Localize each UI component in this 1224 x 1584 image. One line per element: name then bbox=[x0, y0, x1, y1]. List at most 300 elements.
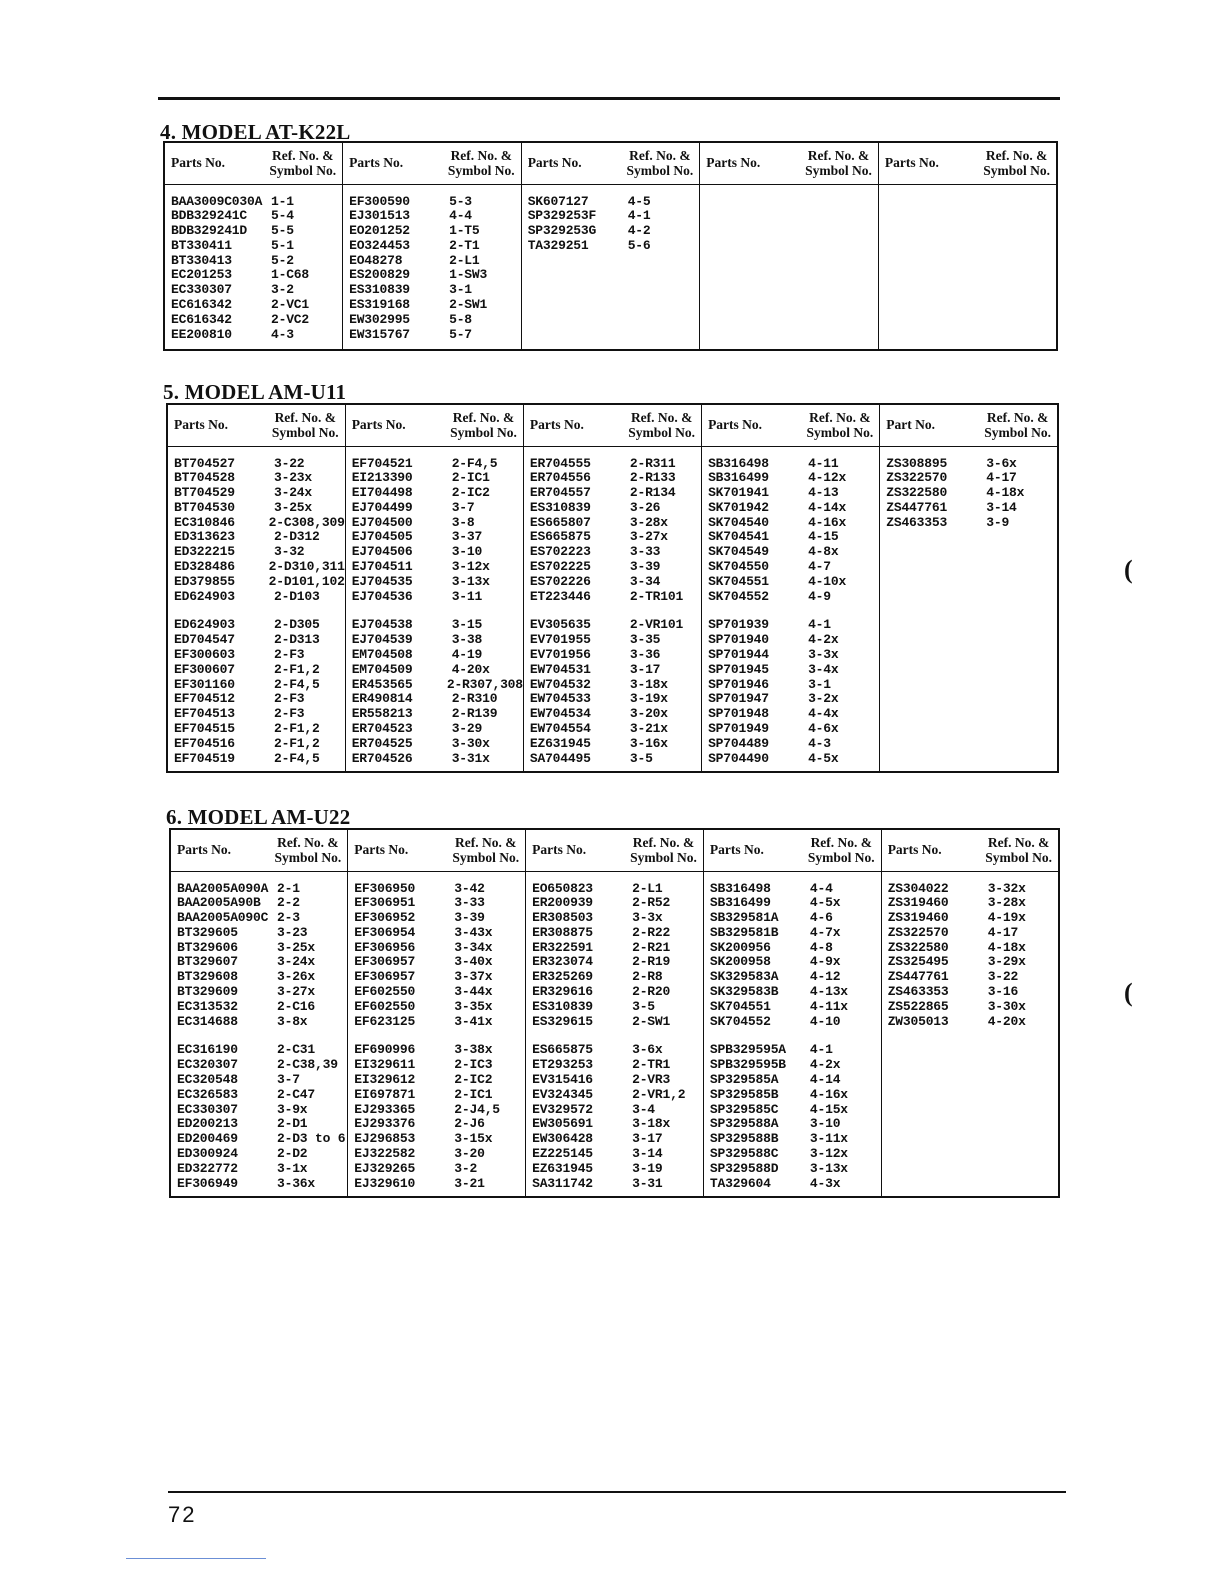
part-number: ED322215 bbox=[174, 544, 235, 560]
ref-symbol-number: 3-12x bbox=[809, 1146, 848, 1162]
header-parts-no: Parts No. bbox=[709, 842, 764, 858]
part-number: EO650823 bbox=[532, 880, 593, 896]
ref-symbol-number: 2-TR101 bbox=[629, 588, 684, 604]
part-number: BT329609 bbox=[177, 984, 238, 1000]
ref-symbol-number: 2-VR3 bbox=[632, 1072, 671, 1088]
part-number: EJ704505 bbox=[351, 529, 413, 545]
ref-symbol-number: 3-8x bbox=[277, 1013, 308, 1029]
parts-group bbox=[174, 457, 345, 605]
part-number: EF306952 bbox=[354, 910, 416, 926]
ref-symbol-number: 2-R134 bbox=[629, 485, 676, 501]
part-number: ER490814 bbox=[351, 691, 413, 707]
part-number: EC326583 bbox=[177, 1086, 238, 1102]
ref-symbol-number: 3-2 bbox=[271, 282, 294, 298]
ref-symbol-number: 2-D312 bbox=[274, 529, 320, 545]
parts-row bbox=[710, 1177, 881, 1192]
ref-symbol-number: 2-SW1 bbox=[449, 297, 488, 313]
part-number: SPB329595B bbox=[709, 1057, 786, 1073]
parts-row bbox=[352, 648, 523, 663]
ref-symbol-number: 3-41x bbox=[454, 1013, 493, 1029]
parts-row bbox=[352, 545, 523, 560]
ref-symbol-number: 2-R307,308 bbox=[446, 676, 523, 692]
part-number: EZ631945 bbox=[529, 735, 591, 751]
parts-row bbox=[530, 678, 701, 693]
part-number: ER558213 bbox=[351, 706, 413, 722]
part-number: EF306949 bbox=[177, 1175, 238, 1191]
parts-row bbox=[352, 692, 523, 707]
part-number: SB316498 bbox=[709, 880, 771, 896]
part-number: BAA2005A090A bbox=[177, 880, 269, 896]
parts-group bbox=[708, 618, 879, 766]
parts-row bbox=[708, 530, 879, 545]
ref-symbol-number: 3-11x bbox=[809, 1131, 848, 1147]
part-number: ZS447761 bbox=[887, 969, 949, 985]
ref-symbol-number: 2-C16 bbox=[277, 998, 316, 1014]
header-parts-no: Parts No. bbox=[351, 417, 406, 433]
part-number: EF704521 bbox=[351, 455, 413, 471]
part-number: EC330307 bbox=[177, 1101, 238, 1117]
parts-row bbox=[171, 283, 342, 298]
part-number: EW704534 bbox=[529, 706, 591, 722]
parts-group bbox=[171, 195, 342, 343]
part-number: SK704552 bbox=[708, 588, 769, 604]
ref-symbol-number: 2-R19 bbox=[632, 954, 671, 970]
parts-column bbox=[521, 184, 700, 350]
header-ref-symbol-no: Ref. No. & Symbol No. bbox=[626, 148, 694, 179]
parts-row bbox=[352, 633, 523, 648]
parts-group bbox=[352, 618, 523, 766]
ref-symbol-number: 3-30x bbox=[451, 735, 490, 751]
ref-symbol-number: 2-IC1 bbox=[454, 1086, 493, 1102]
parts-row bbox=[708, 678, 879, 693]
column-header bbox=[526, 829, 704, 871]
parts-row bbox=[532, 1043, 703, 1058]
part-number: BAA3009C030A bbox=[171, 193, 263, 209]
column-header bbox=[348, 829, 526, 871]
parts-row bbox=[710, 1103, 881, 1118]
part-number: EF300607 bbox=[174, 661, 235, 677]
parts-row bbox=[349, 268, 521, 283]
ref-symbol-number: 4-4 bbox=[809, 880, 833, 896]
part-number: EC616342 bbox=[171, 297, 232, 313]
part-number: ZS463353 bbox=[886, 514, 948, 530]
parts-row bbox=[174, 575, 345, 590]
ref-symbol-number: 3-24x bbox=[274, 485, 313, 501]
parts-row bbox=[177, 1117, 347, 1132]
parts-row bbox=[349, 209, 521, 224]
parts-row bbox=[532, 970, 703, 985]
part-number: EV315416 bbox=[532, 1072, 593, 1088]
ref-symbol-number: 4-18x bbox=[986, 485, 1025, 501]
part-number: ER308875 bbox=[532, 924, 593, 940]
part-number: EW704554 bbox=[529, 721, 591, 737]
ref-symbol-number: 3-27x bbox=[629, 529, 668, 545]
parts-row bbox=[352, 737, 523, 752]
header-ref-symbol-no: Ref. No. & Symbol No. bbox=[630, 835, 697, 866]
part-number: EJ293365 bbox=[354, 1101, 416, 1117]
parts-row bbox=[530, 560, 701, 575]
header-ref-symbol-no: Ref. No. & Symbol No. bbox=[805, 148, 872, 179]
parts-group bbox=[349, 195, 521, 343]
ref-symbol-number: 3-31x bbox=[451, 750, 490, 766]
part-number: ZS322580 bbox=[887, 939, 949, 955]
part-number: EZ225145 bbox=[532, 1146, 593, 1162]
part-number: ZS322580 bbox=[886, 485, 948, 501]
ref-symbol-number: 5-6 bbox=[627, 237, 651, 253]
part-number: EI704498 bbox=[351, 485, 413, 501]
part-number: EC310846 bbox=[174, 514, 235, 530]
parts-row bbox=[352, 501, 523, 516]
parts-row bbox=[710, 985, 881, 1000]
header-parts-no: Parts No. bbox=[708, 417, 763, 433]
ref-symbol-number: 1-SW3 bbox=[449, 267, 488, 283]
parts-column bbox=[702, 446, 880, 772]
part-number: EI697871 bbox=[354, 1086, 416, 1102]
parts-row bbox=[177, 1103, 347, 1118]
ref-symbol-number: 2-TR1 bbox=[632, 1057, 671, 1073]
header-parts-no: Parts No. bbox=[171, 155, 225, 171]
parts-row bbox=[710, 1073, 881, 1088]
parts-row bbox=[528, 239, 700, 254]
ref-symbol-number: 4-19 bbox=[451, 647, 483, 663]
part-number: ER704525 bbox=[351, 735, 413, 751]
parts-row bbox=[708, 752, 879, 767]
ref-symbol-number: 3-22 bbox=[987, 969, 1019, 985]
parts-row bbox=[528, 209, 700, 224]
ref-symbol-number: 4-20x bbox=[987, 1013, 1026, 1029]
ref-symbol-number: 3-26x bbox=[277, 969, 316, 985]
parts-row bbox=[354, 1043, 525, 1058]
part-number: ZS319460 bbox=[887, 895, 949, 911]
parts-row bbox=[532, 1177, 703, 1192]
part-number: ZS308895 bbox=[886, 455, 948, 471]
ref-symbol-number: 3-23 bbox=[277, 924, 308, 940]
part-number: SP701949 bbox=[708, 721, 769, 737]
ref-symbol-number: 4-12x bbox=[808, 470, 847, 486]
parts-row bbox=[174, 457, 345, 472]
parts-row bbox=[886, 471, 1057, 486]
part-number: SK704549 bbox=[708, 544, 769, 560]
parts-row bbox=[349, 283, 521, 298]
parts-row bbox=[349, 328, 521, 343]
part-number: EC320307 bbox=[177, 1057, 238, 1073]
parts-row bbox=[177, 1132, 347, 1147]
ref-symbol-number: 4-19x bbox=[987, 910, 1026, 926]
parts-row bbox=[708, 560, 879, 575]
parts-row bbox=[708, 501, 879, 516]
part-number: ZS447761 bbox=[886, 499, 948, 515]
ref-symbol-number: 4-10x bbox=[808, 573, 847, 589]
parts-row bbox=[532, 1103, 703, 1118]
part-number: EJ704500 bbox=[351, 514, 413, 530]
header-parts-no: Parts No. bbox=[887, 842, 942, 858]
ref-symbol-number: 1-C68 bbox=[271, 267, 310, 283]
part-number: SB329581A bbox=[709, 910, 779, 926]
ref-symbol-number: 3-31 bbox=[632, 1175, 663, 1191]
section-title-am-u11: 5. MODEL AM-U11 bbox=[163, 380, 347, 404]
part-number: EI213390 bbox=[351, 470, 413, 486]
parts-row bbox=[174, 633, 345, 648]
parts-row bbox=[354, 1103, 525, 1118]
parts-row bbox=[532, 1058, 703, 1073]
part-number: SB316498 bbox=[708, 455, 769, 471]
page-number: 72 bbox=[168, 1502, 197, 1527]
scan-mark-2: ( bbox=[1124, 978, 1133, 1007]
parts-table-am-u22 bbox=[169, 828, 1060, 1198]
ref-symbol-number: 3-27x bbox=[277, 984, 316, 1000]
part-number: EW305691 bbox=[532, 1116, 593, 1132]
parts-group bbox=[532, 882, 703, 1030]
part-number: ES702223 bbox=[529, 544, 591, 560]
column-header bbox=[167, 404, 345, 446]
ref-symbol-number: 3-1 bbox=[449, 282, 472, 298]
parts-row bbox=[171, 328, 342, 343]
column-header bbox=[170, 829, 348, 871]
parts-row bbox=[352, 752, 523, 767]
ref-symbol-number: 4-10 bbox=[809, 1013, 841, 1029]
parts-row bbox=[532, 896, 703, 911]
part-number: ED200469 bbox=[177, 1131, 238, 1147]
ref-symbol-number: 2-R22 bbox=[632, 924, 671, 940]
parts-row bbox=[171, 313, 342, 328]
part-number: ED300924 bbox=[177, 1146, 238, 1162]
part-number: ER329616 bbox=[532, 984, 593, 1000]
ref-symbol-number: 4-5x bbox=[809, 895, 841, 911]
parts-row bbox=[177, 1162, 347, 1177]
ref-symbol-number: 3-19 bbox=[632, 1160, 663, 1176]
part-number: SK704550 bbox=[708, 559, 769, 575]
parts-row bbox=[708, 663, 879, 678]
parts-row bbox=[171, 268, 342, 283]
parts-row bbox=[174, 516, 345, 531]
part-number: ER308503 bbox=[532, 910, 593, 926]
ref-symbol-number: 4-3 bbox=[808, 735, 831, 751]
part-number: SP701944 bbox=[708, 647, 769, 663]
ref-symbol-number: 4-7 bbox=[808, 559, 831, 575]
part-number: ZS325495 bbox=[887, 954, 949, 970]
ref-symbol-number: 2-F3 bbox=[274, 647, 305, 663]
part-number: EF704513 bbox=[174, 706, 235, 722]
parts-row bbox=[352, 678, 523, 693]
part-number: ER704556 bbox=[529, 470, 591, 486]
ref-symbol-number: 3-8 bbox=[451, 514, 475, 530]
part-number: EW315767 bbox=[349, 326, 410, 342]
part-number: ER322591 bbox=[532, 939, 593, 955]
part-number: BT704528 bbox=[174, 470, 235, 486]
header-ref-symbol-no: Ref. No. & Symbol No. bbox=[450, 410, 517, 441]
parts-column bbox=[881, 871, 1059, 1197]
ref-symbol-number: 3-14 bbox=[632, 1146, 663, 1162]
parts-row bbox=[708, 516, 879, 531]
parts-row bbox=[530, 618, 701, 633]
part-number: SA704495 bbox=[529, 750, 591, 766]
parts-group bbox=[886, 457, 1057, 531]
parts-row bbox=[532, 911, 703, 926]
parts-row bbox=[174, 486, 345, 501]
parts-row bbox=[352, 516, 523, 531]
ref-symbol-number: 2-C31 bbox=[277, 1042, 316, 1058]
parts-row bbox=[708, 737, 879, 752]
ref-symbol-number: 3-25x bbox=[274, 499, 313, 515]
ref-symbol-number: 4-9x bbox=[809, 954, 841, 970]
parts-column bbox=[345, 446, 523, 772]
part-number: EF704512 bbox=[174, 691, 235, 707]
ref-symbol-number: 4-4x bbox=[808, 706, 839, 722]
parts-row bbox=[354, 970, 525, 985]
ref-symbol-number: 3-1x bbox=[277, 1160, 308, 1176]
column-header bbox=[881, 829, 1059, 871]
parts-row bbox=[174, 590, 345, 605]
parts-row bbox=[171, 209, 342, 224]
parts-row bbox=[530, 457, 701, 472]
part-number: ZS463353 bbox=[887, 984, 949, 1000]
part-number: ED624903 bbox=[174, 588, 235, 604]
part-number: BT704527 bbox=[174, 455, 235, 471]
header-ref-symbol-no: Ref. No. & Symbol No. bbox=[452, 835, 520, 866]
ref-symbol-number: 3-13x bbox=[451, 573, 490, 589]
ref-symbol-number: 2-D305 bbox=[274, 617, 320, 633]
parts-row bbox=[532, 985, 703, 1000]
ref-symbol-number: 3-36x bbox=[277, 1175, 316, 1191]
part-number: SP329588A bbox=[709, 1116, 779, 1132]
ref-symbol-number: 3-33 bbox=[629, 544, 661, 560]
parts-row bbox=[888, 896, 1058, 911]
ref-symbol-number: 3-2 bbox=[454, 1160, 478, 1176]
parts-row bbox=[349, 254, 521, 269]
parts-row bbox=[708, 457, 879, 472]
ref-symbol-number: 4-8x bbox=[808, 544, 839, 560]
ref-symbol-number: 2-VR101 bbox=[629, 617, 684, 633]
ref-symbol-number: 2-R311 bbox=[629, 455, 676, 471]
part-number: ER704526 bbox=[351, 750, 413, 766]
header-parts-no: Parts No. bbox=[349, 155, 404, 171]
parts-row bbox=[354, 955, 525, 970]
part-number: SP701945 bbox=[708, 661, 769, 677]
parts-row bbox=[352, 722, 523, 737]
ref-symbol-number: 4-1 bbox=[809, 1042, 833, 1058]
ref-symbol-number: 4-8 bbox=[809, 939, 833, 955]
parts-row bbox=[354, 1117, 525, 1132]
column-header bbox=[702, 404, 880, 446]
part-number: EV324345 bbox=[532, 1086, 593, 1102]
ref-symbol-number: 2-1 bbox=[277, 880, 300, 896]
column-header bbox=[343, 142, 522, 184]
ref-symbol-number: 4-15x bbox=[809, 1101, 848, 1117]
ref-symbol-number: 2-L1 bbox=[449, 252, 480, 268]
ref-symbol-number: 3-16x bbox=[629, 735, 668, 751]
parts-row bbox=[710, 955, 881, 970]
ref-symbol-number: 3-5 bbox=[629, 750, 653, 766]
parts-row bbox=[352, 575, 523, 590]
parts-row bbox=[530, 501, 701, 516]
parts-row bbox=[886, 501, 1057, 516]
part-number: EJ329610 bbox=[354, 1175, 416, 1191]
part-number: EV329572 bbox=[532, 1101, 593, 1117]
part-number: ZW305013 bbox=[887, 1013, 949, 1029]
ref-symbol-number: 3-39 bbox=[454, 910, 485, 926]
parts-row bbox=[710, 882, 881, 897]
ref-symbol-number: 2-R21 bbox=[632, 939, 671, 955]
part-number: EO48278 bbox=[349, 252, 403, 268]
ref-symbol-number: 2-D103 bbox=[274, 588, 320, 604]
parts-row bbox=[530, 648, 701, 663]
ref-symbol-number: 3-33 bbox=[454, 895, 485, 911]
ref-symbol-number: 2-J4,5 bbox=[454, 1101, 500, 1117]
parts-row bbox=[174, 737, 345, 752]
part-number: EM704509 bbox=[351, 661, 413, 677]
ref-symbol-number: 4-3 bbox=[271, 326, 294, 342]
parts-row bbox=[171, 254, 342, 269]
ref-symbol-number: 2-F4,5 bbox=[274, 676, 320, 692]
part-number: SP329585A bbox=[709, 1072, 779, 1088]
ref-symbol-number: 4-6 bbox=[809, 910, 833, 926]
parts-row bbox=[174, 618, 345, 633]
header-parts-no: Parts No. bbox=[532, 842, 587, 858]
ref-symbol-number: 4-4 bbox=[449, 208, 472, 224]
part-number: SP704490 bbox=[708, 750, 769, 766]
ref-symbol-number: 3-30x bbox=[987, 998, 1026, 1014]
parts-row bbox=[354, 985, 525, 1000]
part-number: BDB329241C bbox=[171, 208, 248, 224]
parts-row bbox=[177, 1058, 347, 1073]
header-ref-symbol-no: Ref. No. & Symbol No. bbox=[269, 148, 337, 179]
part-number: ES665875 bbox=[532, 1042, 593, 1058]
column-header bbox=[345, 404, 523, 446]
parts-row bbox=[532, 1073, 703, 1088]
part-number: BT329606 bbox=[177, 939, 238, 955]
parts-row bbox=[530, 707, 701, 722]
ref-symbol-number: 3-20 bbox=[454, 1146, 485, 1162]
ref-symbol-number: 2-D313 bbox=[274, 632, 320, 648]
part-number: SP329253G bbox=[527, 223, 597, 239]
ref-symbol-number: 3-15 bbox=[451, 617, 483, 633]
ref-symbol-number: 3-40x bbox=[454, 954, 493, 970]
parts-row bbox=[532, 955, 703, 970]
ref-symbol-number: 4-2x bbox=[808, 632, 839, 648]
parts-row bbox=[710, 1015, 881, 1030]
part-number: EC201253 bbox=[171, 267, 232, 283]
part-number: BT329608 bbox=[177, 969, 238, 985]
ref-symbol-number: 2-2 bbox=[277, 895, 300, 911]
ref-symbol-number: 3-44x bbox=[454, 984, 493, 1000]
ref-symbol-number: 4-2 bbox=[627, 223, 651, 239]
part-number: EJ322582 bbox=[354, 1146, 416, 1162]
part-number: ES665875 bbox=[529, 529, 591, 545]
ref-symbol-number: 3-36 bbox=[629, 647, 661, 663]
part-number: EF306950 bbox=[354, 880, 416, 896]
ref-symbol-number: 2-J6 bbox=[454, 1116, 485, 1132]
ref-symbol-number: 4-5x bbox=[808, 750, 839, 766]
ref-symbol-number: 3-14 bbox=[986, 499, 1017, 515]
parts-table-at-k22l bbox=[163, 141, 1058, 351]
part-number: SP701940 bbox=[708, 632, 769, 648]
ref-symbol-number: 2-VC1 bbox=[271, 297, 310, 313]
header-ref-symbol-no: Ref. No. & Symbol No. bbox=[274, 835, 342, 866]
part-number: SPB329595A bbox=[709, 1042, 786, 1058]
part-number: ER323074 bbox=[532, 954, 593, 970]
parts-row bbox=[530, 530, 701, 545]
part-number: BT329607 bbox=[177, 954, 238, 970]
parts-row bbox=[352, 530, 523, 545]
part-number: TA329604 bbox=[709, 1175, 771, 1191]
parts-row bbox=[174, 530, 345, 545]
parts-row bbox=[171, 224, 342, 239]
part-number: SB316499 bbox=[708, 470, 769, 486]
ref-symbol-number: 4-16x bbox=[809, 1086, 848, 1102]
header-ref-symbol-no: Ref. No. & Symbol No. bbox=[985, 835, 1052, 866]
parts-column bbox=[878, 184, 1057, 350]
ref-symbol-number: 3-6x bbox=[986, 455, 1017, 471]
